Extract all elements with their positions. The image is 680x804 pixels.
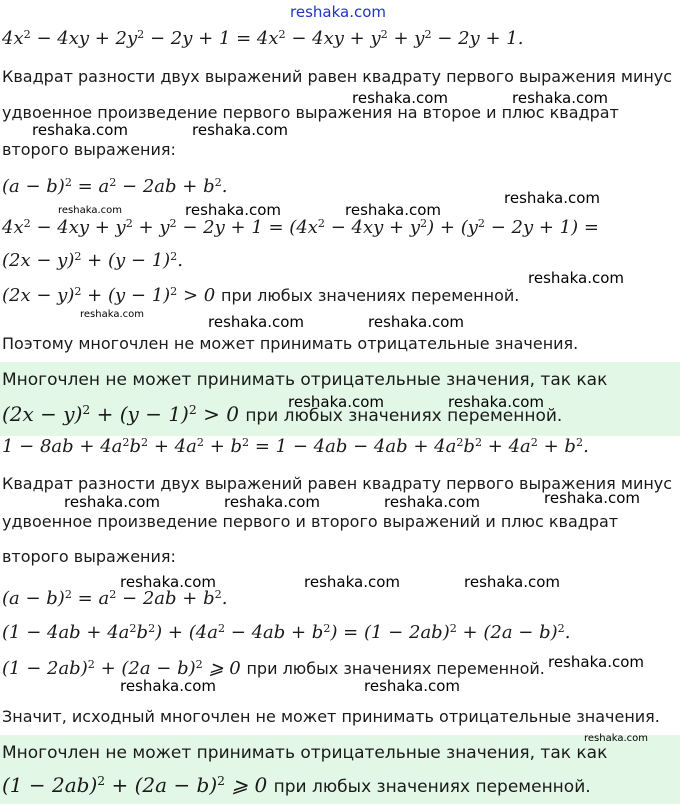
watermark: reshaka.com: [364, 677, 460, 695]
equation-1: $4x^2 - 4xy + 2y^2 - 2y + 1 = 4x^2 - 4xy + y^2 + y^2 - 2y + 1$.: [2, 27, 524, 49]
watermark: reshaka.com: [208, 313, 304, 331]
watermark: reshaka.com: [224, 493, 320, 511]
equation-4: $(1 - 4ab + 4a^2b^2) + (4a^2 - 4ab + b^2) = (1 - 2ab)^2 + (2a - b)^2$.: [2, 621, 571, 643]
answer-2-formula: $(1 - 2ab)^2 + (2a - b)^2$ ⩾ 0 при любых значениях переменной.: [2, 773, 591, 797]
watermark: reshaka.com: [304, 573, 400, 591]
watermark: reshaka.com: [345, 201, 441, 219]
watermark: reshaka.com: [120, 573, 216, 591]
watermark: reshaka.com: [504, 189, 600, 207]
answer-1-suffix: при любых значениях переменной.: [245, 406, 563, 426]
eq1-lhs: [0, 0, 1, 1]
watermark: reshaka.com: [120, 677, 216, 695]
rule-text-2-line-2: удвоенное произведение первого и второго выражений и плюс квадрат: [2, 512, 619, 531]
equation-3: $1 - 8ab + 4a^2b^2 + 4a^2 + b^2 = 1 - 4ab - 4ab + 4a^2b^2 + 4a^2 + b^2$.: [2, 435, 589, 457]
watermark: reshaka.com: [64, 493, 160, 511]
answer-1-text: Многочлен не может принимать отрицательные значения, так как: [2, 370, 608, 390]
watermark: reshaka.com: [544, 489, 640, 507]
formula-difference-square: $(a - b)^2 = a^2 - 2ab + b^2$.: [2, 175, 228, 197]
rule-text-2-line-3: второго выражения:: [2, 547, 176, 566]
inequality-1: $(2x - y)^2 + (y - 1)^2 > 0$ при любых значениях переменной.: [2, 284, 520, 306]
watermark: reshaka.com: [32, 121, 128, 139]
watermark: reshaka.com: [464, 573, 560, 591]
watermark: reshaka.com: [192, 121, 288, 139]
inequality-1-suffix: при любых значениях переменной.: [220, 286, 520, 305]
watermark-top: reshaka.com: [290, 3, 386, 21]
rule-text-1-line-1: Квадрат разности двух выражений равен квадрату первого выражения минус: [2, 67, 673, 86]
watermark: reshaka.com: [448, 393, 544, 411]
answer-2-text: Многочлен не может принимать отрицательные значения, так как: [2, 743, 608, 763]
rule-text-2-line-1: Квадрат разности двух выражений равен квадрату первого выражения минус: [2, 474, 673, 493]
watermark: reshaka.com: [80, 309, 144, 320]
rule-text-1-line-3: второго выражения:: [2, 140, 176, 159]
rule-text-1-line-2: удвоенное произведение первого выражения на второе и плюс квадрат: [2, 103, 619, 122]
inequality-2-suffix: при любых значениях переменной.: [246, 659, 545, 678]
watermark: reshaka.com: [584, 733, 648, 744]
watermark: reshaka.com: [384, 493, 480, 511]
watermark: reshaka.com: [58, 205, 122, 216]
equation-2-line-1: $4x^2 - 4xy + y^2 + y^2 - 2y + 1 = (4x^2 - 4xy + y^2) + (y^2 - 2y + 1)$ =: [2, 216, 599, 238]
watermark: reshaka.com: [528, 269, 624, 287]
watermark: reshaka.com: [288, 393, 384, 411]
formula-difference-square-2: $(a - b)^2 = a^2 - 2ab + b^2$.: [2, 587, 228, 609]
answer-1-formula: $(2x - y)^2 + (y - 1)^2 > 0$ при любых значениях переменной.: [2, 402, 563, 426]
equation-2-line-2: $(2x - y)^2 + (y - 1)^2$.: [2, 249, 184, 271]
watermark: reshaka.com: [512, 89, 608, 107]
watermark: reshaka.com: [368, 313, 464, 331]
watermark: reshaka.com: [548, 653, 644, 671]
watermark: reshaka.com: [185, 201, 281, 219]
inequality-2: $(1 - 2ab)^2 + (2a - b)^2$ ⩾ 0 при любых значениях переменной.: [2, 657, 545, 679]
conclusion-2: Значит, исходный многочлен не может принимать отрицательные значения.: [2, 707, 660, 726]
answer-2-suffix: при любых значениях переменной.: [273, 777, 591, 797]
conclusion-1: Поэтому многочлен не может принимать отрицательные значения.: [2, 334, 579, 353]
watermark: reshaka.com: [352, 89, 448, 107]
